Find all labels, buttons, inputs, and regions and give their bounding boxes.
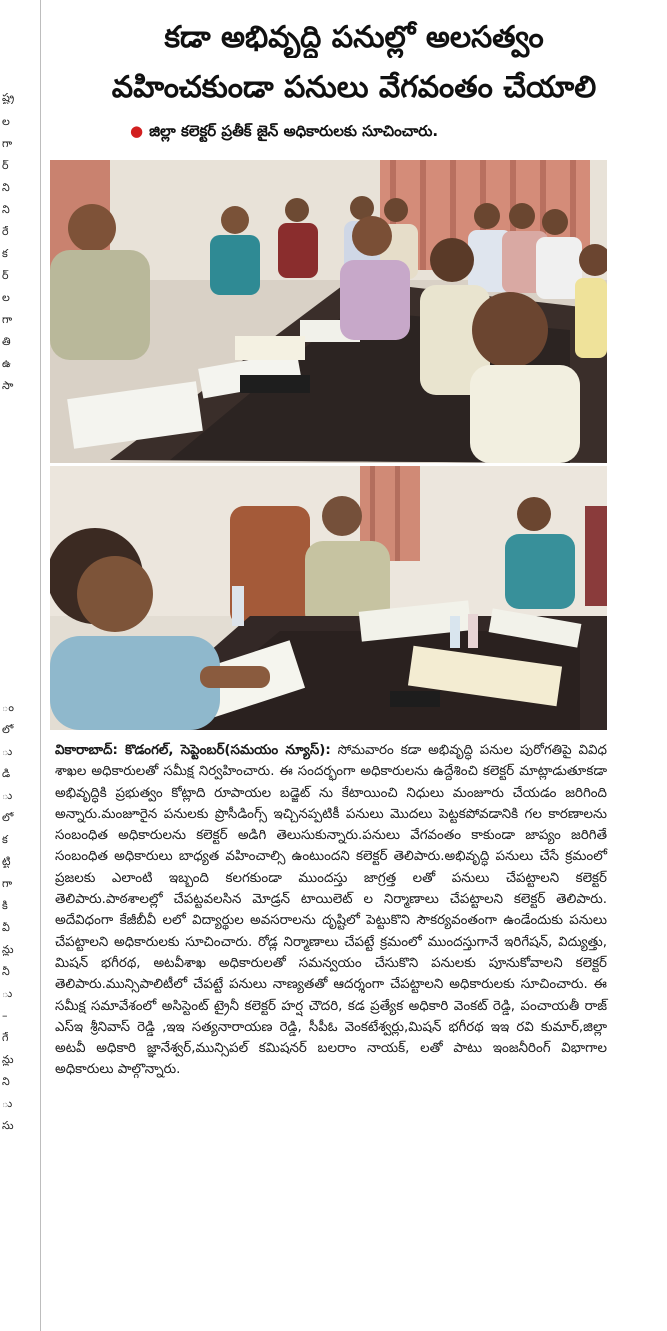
adjacent-column-gutter	[0, 0, 41, 1331]
gutter-fragment: న్లు	[2, 944, 14, 956]
gutter-fragment: ట్టి	[2, 856, 11, 868]
gutter-fragment: ల	[2, 292, 10, 304]
gutter-fragment: ం	[2, 702, 14, 714]
article-body	[55, 740, 607, 1081]
gutter-fragment: వీ	[2, 922, 10, 934]
gutter-fragment: ు	[2, 1098, 13, 1110]
gutter-fragment: ని	[2, 182, 10, 194]
meeting-photo-2-image	[50, 466, 607, 730]
gutter-fragment: గా	[2, 314, 13, 326]
gutter-fragment: ు	[2, 746, 13, 758]
subheadline	[130, 120, 650, 142]
meeting-photo-1-image	[50, 160, 607, 463]
gutter-fragment: నీ	[2, 966, 10, 978]
gutter-fragment: సా	[2, 380, 14, 392]
gutter-fragment: ఉ	[2, 358, 11, 370]
gutter-fragment: రే	[2, 226, 9, 238]
subheadline-text: జిల్లా కలెక్టర్ ప్రతీక్ జైన్ అధికారులకు సూచించారు.	[149, 122, 439, 140]
gutter-fragment: ని	[2, 1076, 10, 1088]
gutter-fragment: ు	[2, 790, 13, 802]
gutter-fragment: లో	[2, 812, 14, 824]
gutter-fragment: ర్	[2, 270, 9, 282]
gutter-fragment: ల	[2, 116, 10, 128]
headline-line-1: కడా అభివృద్ధి పనుల్లో అలసత్వం	[164, 20, 544, 55]
gutter-fragment: గా	[2, 878, 13, 890]
gutter-fragment: తి	[2, 336, 11, 348]
red-bullet-icon: ●	[130, 122, 144, 140]
gutter-fragment: ష్ట్ర	[2, 92, 15, 104]
gutter-fragment: గా	[2, 138, 13, 150]
meeting-photo-2	[50, 466, 607, 730]
headline-line-2: వహించకుండా పనులు వేగవంతం చేయాలి	[111, 70, 597, 105]
gutter-fragment: కి	[2, 900, 8, 912]
article-dateline: వికారాబాద్: కొడంగల్, సెప్టెంబర్(సమయం న్యూస్):	[55, 743, 331, 758]
gutter-fragment: గే	[2, 1032, 9, 1044]
gutter-fragment: ని	[2, 204, 10, 216]
gutter-fragment: న్లు	[2, 1054, 14, 1066]
meeting-photo-1	[50, 160, 607, 463]
gutter-fragment: డి	[2, 768, 11, 780]
gutter-fragment: క	[2, 834, 8, 846]
gutter-fragment: లో	[2, 724, 14, 736]
gutter-fragment: సు	[2, 1120, 14, 1132]
gutter-fragment: క	[2, 248, 8, 260]
gutter-fragment: ర్	[2, 160, 9, 172]
article-text: సోమవారం కడా అభివృద్ధి పనుల పురోగతిపై వివిధ శాఖల అధికారులతో సమీక్ష నిర్వహించారు. ఈ సందర్భంగా అధికారులను ఉద్దేశించి కలెక్టర్ మాట్లాడుతూకడా అభివృద్ధికి ప్రభుత్వం కోట్లాది రూపాయల బడ్జెట్ ను కేటాయించి నిధులు మంజూరు చేయడం జరిగింది అన్నారు.మంజూరైన పనులకు ప్రొసీడింగ్స్ ఇచ్చినప్పటికీ పనులు మొదలు పెట్టకపోవడానికి గల కారణాలను సంబంధిత అధికారులను కలెక్టర్ అడిగి తెలుసుకున్నారు.పనులు వేగవంతం కాకుండా జాప్యం జరిగితే సంబంధిత అధికారులు బాధ్యత వహించాల్సి ఉంటుందని కలెక్టర్ తెలిపారు.అభివృద్ధి పనులు చేసే క్రమంలో ప్రజలకు ఎలాంటి ఇబ్బంది కలగకుండా ముందస్తు జాగ్రత్త లతో పనులు చేపట్టాలని కలెక్టర్ తెలిపారు.పాఠశాలల్లో చేపట్టవలసిన మోడ్రన్ టాయిలెట్ ల నిర్మాణాలు చేపట్టాలని కలెక్టర్ తెలిపారు. అదేవిధంగా కేజీబీవీ లలో విద్యార్థుల అవసరాలను దృష్టిలో పెట్టుకొని సౌకర్యవంతంగా ఉండేందుకు పనులు చేపట్టాలని అధికారులకు సూచించారు. రోడ్ల నిర్మాణాలు చేపట్టే క్రమంలో ముందస్తుగానే ఇరిగేషన్, విద్యుత్తు, మిషన్ భగీరథ, అటవీశాఖ అధికారులతో సమన్వయం చేసుకొని పనులకు పూనుకోవాలని కలెక్టర్ తెలిపారు.మున్సిపాలిటీలో చేపట్టే పనులు నాణ్యతతో ఆదర్శంగా చేపట్టాలని అధికారులకు సూచించారు. ఈ సమీక్ష సమావేశంలో అసిస్టెంట్ ట్రైనీ కలెక్టర్ హర్ష చౌదరి, కడ ప్రత్యేక అధికారి వెంకట్ రెడ్డి, పంచాయతీ రాజ్ ఎస్ఇ శ్రీనివాస్ రెడ్డి ,ఇఇ సత్యనారాయణ రెడ్డి, సీపీఓ వెంకటేశ్వర్లు,మిషన్ భగీరథ ఇఇ రవి కుమార్,జిల్లా అటవీ అధికారి జ్ఞానేశ్వర్,మున్సిపల్ కమిషనర్ బలరాం నాయక్, లతో పాటు ఇంజనీరింగ్ విభాగాల అధికారులు పాల్గొన్నారు.	[55, 743, 607, 1078]
gutter-fragment: ు	[2, 988, 13, 1000]
gutter-fragment: –	[2, 1010, 8, 1022]
